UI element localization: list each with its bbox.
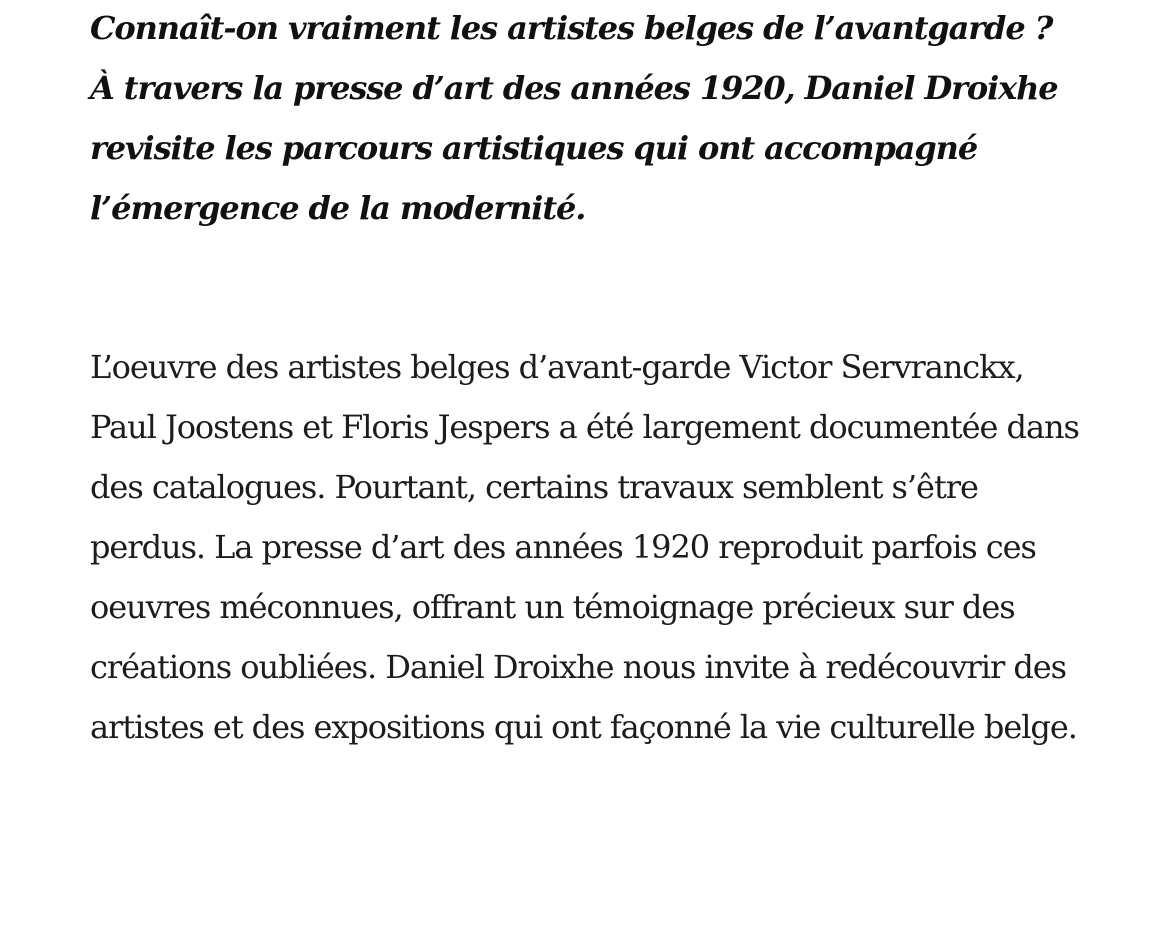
article-lead: Connaît-on vraiment les artistes belges de l’avantgarde ? À travers la presse d’art des années 1920, Daniel Droixhe revisite les parcours artistiques qui ont accompagné l’émergence de la modernité. (90, 9, 1058, 227)
article-content (90, 0, 1080, 746)
article-body-paragraph: L’oeuvre des artistes belges d’avant-garde Victor Servranckx, Paul Joostens et Floris Jespers a été largement documentée dans des catalogues. Pourtant, certains travaux semblent s’être perdus. La presse d’art des années 1920 reproduit parfois ces oeuvres méconnues, offrant un témoignage précieux sur des créations oubliées. Daniel Droixhe nous invite à redécouvrir des artistes et des expositions qui ont façonné la vie culturelle belge. (90, 348, 1079, 746)
